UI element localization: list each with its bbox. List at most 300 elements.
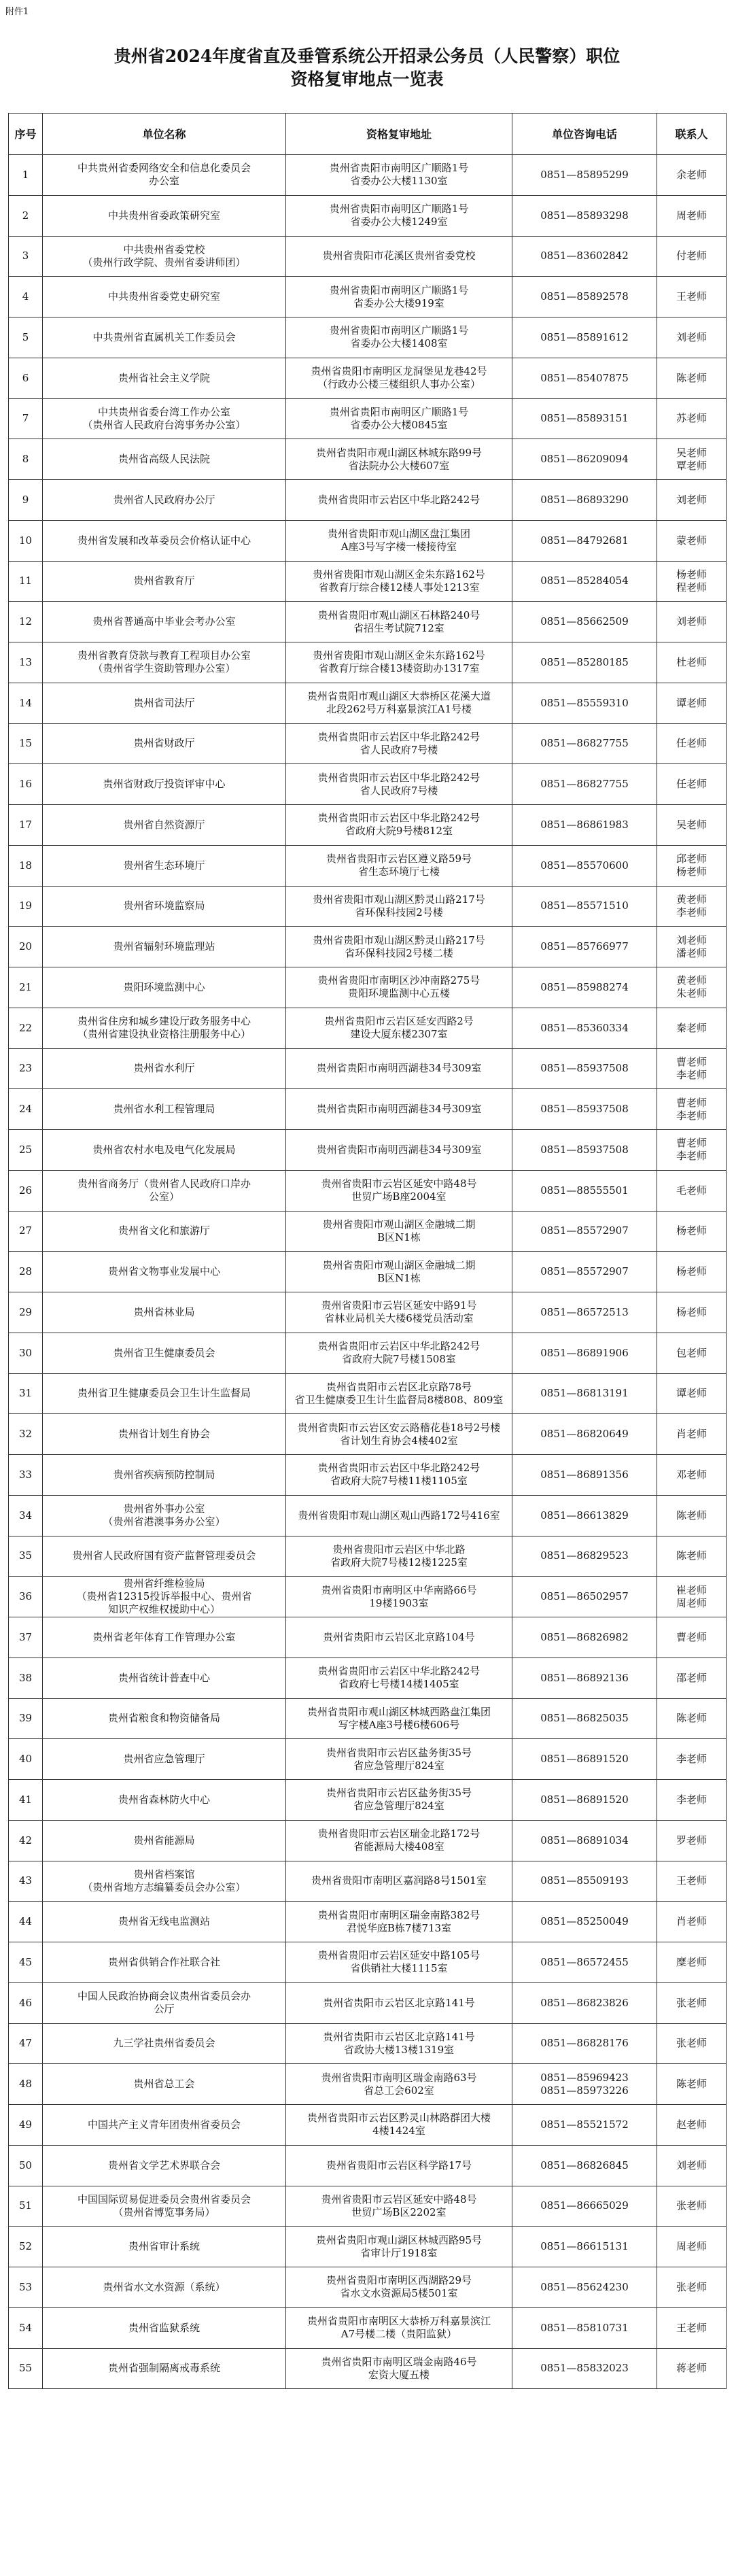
table-row <box>9 1577 727 1617</box>
cell-address: 贵州省贵阳市南明西湖巷34号309室 <box>286 1048 512 1089</box>
cell-contact: 王老师 <box>657 2307 727 2348</box>
cell-phone: 0851—85250049 <box>512 1902 657 1942</box>
cell-no: 24 <box>9 1089 43 1130</box>
cell-phone: 0851—86891034 <box>512 1820 657 1861</box>
cell-contact: 杨老师 <box>657 1211 727 1252</box>
cell-address: 贵州省贵阳市云岩区延安中路105号 省供销社大楼1115室 <box>286 1942 512 1983</box>
table-row <box>9 1739 727 1780</box>
cell-contact: 黄老师 朱老师 <box>657 967 727 1008</box>
cell-address: 贵州省贵阳市南明区广顺路1号 省委办公大楼919室 <box>286 277 512 317</box>
cell-no: 42 <box>9 1820 43 1861</box>
cell-address: 贵州省贵阳市观山湖区林城西路95号 省审计厅1918室 <box>286 2227 512 2267</box>
cell-unit-name: 贵州省生态环境厅 <box>43 845 286 886</box>
cell-address: 贵州省贵阳市观山湖区林城西路盘江集团 写字楼A座3号楼6楼606号 <box>286 1698 512 1739</box>
table-row <box>9 723 727 764</box>
table-row <box>9 2186 727 2227</box>
cell-contact: 李老师 <box>657 1739 727 1780</box>
cell-phone: 0851—85937508 <box>512 1130 657 1171</box>
cell-address: 贵州省贵阳市南明区广顺路1号 省委办公大楼1130室 <box>286 155 512 196</box>
cell-contact: 苏老师 <box>657 398 727 439</box>
cell-address: 贵州省贵阳市云岩区中华北路242号 省政府七号楼14楼1405室 <box>286 1658 512 1698</box>
cell-no: 6 <box>9 358 43 398</box>
cell-contact: 任老师 <box>657 723 727 764</box>
cell-contact: 蒙老师 <box>657 520 727 561</box>
cell-phone: 0851—86825035 <box>512 1698 657 1739</box>
cell-unit-name: 贵州省发展和改革委员会价格认证中心 <box>43 520 286 561</box>
cell-address: 贵州省贵阳市南明区广顺路1号 省委办公大楼0845室 <box>286 398 512 439</box>
cell-address: 贵州省贵阳市南明区广顺路1号 省委办公大楼1249室 <box>286 195 512 236</box>
table-row <box>9 398 727 439</box>
cell-address: 贵州省贵阳市观山湖区大恭桥区花溪大道 北段262号万科嘉景滨江A1号楼 <box>286 683 512 723</box>
cell-address: 贵州省贵阳市南明区龙洞堡见龙巷42号 （行政办公楼三楼组织人事办公室） <box>286 358 512 398</box>
cell-phone: 0851—85891612 <box>512 317 657 358</box>
cell-contact: 刘老师 <box>657 317 727 358</box>
cell-phone: 0851—85559310 <box>512 683 657 723</box>
cell-address: 贵州省贵阳市观山湖区金融城二期 B区N1栋 <box>286 1252 512 1292</box>
cell-contact: 刘老师 <box>657 2145 727 2186</box>
cell-address: 贵州省贵阳市云岩区中华北路242号 省政府大院7号楼11楼1105室 <box>286 1455 512 1496</box>
cell-unit-name: 贵州省应急管理厅 <box>43 1739 286 1780</box>
cell-no: 7 <box>9 398 43 439</box>
cell-contact: 杨老师 <box>657 1252 727 1292</box>
cell-address: 贵州省贵阳市花溪区贵州省委党校 <box>286 236 512 277</box>
cell-phone: 0851—86665029 <box>512 2186 657 2227</box>
cell-phone: 0851—85662509 <box>512 602 657 642</box>
cell-contact: 余老师 <box>657 155 727 196</box>
cell-unit-name: 贵州省农村水电及电气化发展局 <box>43 1130 286 1171</box>
table-row <box>9 1373 727 1414</box>
table-row <box>9 2348 727 2389</box>
cell-phone: 0851—85624230 <box>512 2267 657 2308</box>
cell-no: 11 <box>9 561 43 602</box>
cell-address: 贵州省贵阳市观山湖区石林路240号 省招生考试院712室 <box>286 602 512 642</box>
cell-contact: 陈老师 <box>657 1698 727 1739</box>
cell-contact: 陈老师 <box>657 2064 727 2105</box>
cell-unit-name: 贵州省商务厅（贵州省人民政府口岸办 公室） <box>43 1170 286 1211</box>
cell-no: 2 <box>9 195 43 236</box>
cell-unit-name: 贵州省文化和旅游厅 <box>43 1211 286 1252</box>
table-row <box>9 1211 727 1252</box>
cell-address: 贵州省贵阳市云岩区北京路104号 <box>286 1617 512 1658</box>
cell-phone: 0851—85895299 <box>512 155 657 196</box>
table-body <box>9 155 727 2389</box>
cell-phone: 0851—85969423 0851—85973226 <box>512 2064 657 2105</box>
table-row <box>9 480 727 521</box>
cell-unit-name: 贵州省教育贷款与教育工程项目办公室 （贵州省学生资助管理办公室） <box>43 642 286 683</box>
cell-unit-name: 中共贵州省直属机关工作委员会 <box>43 317 286 358</box>
cell-no: 9 <box>9 480 43 521</box>
table-row <box>9 1333 727 1373</box>
cell-address: 贵州省贵阳市云岩区北京路141号 省政协大楼13楼1319室 <box>286 2023 512 2064</box>
cell-unit-name: 贵州省审计系统 <box>43 2227 286 2267</box>
cell-address: 贵州省贵阳市云岩区延安中路48号 世贸广场B座2004室 <box>286 1170 512 1211</box>
table-row <box>9 520 727 561</box>
cell-phone: 0851—85810731 <box>512 2307 657 2348</box>
cell-address: 贵州省贵阳市云岩区安云路稽花巷18号2号楼 省计划生育协会4楼402室 <box>286 1414 512 1455</box>
table-header-row <box>9 114 727 155</box>
cell-no: 16 <box>9 764 43 805</box>
cell-contact: 秦老师 <box>657 1008 727 1048</box>
cell-phone: 0851—85570600 <box>512 845 657 886</box>
cell-no: 35 <box>9 1536 43 1577</box>
cell-contact: 罗老师 <box>657 1820 727 1861</box>
table-row <box>9 1698 727 1739</box>
cell-contact: 杨老师 <box>657 1292 727 1333</box>
cell-phone: 0851—86893290 <box>512 480 657 521</box>
cell-contact: 曹老师 <box>657 1617 727 1658</box>
cell-unit-name: 贵州省供销合作社联合社 <box>43 1942 286 1983</box>
cell-no: 5 <box>9 317 43 358</box>
cell-phone: 0851—86615131 <box>512 2227 657 2267</box>
cell-contact: 邱老师 杨老师 <box>657 845 727 886</box>
cell-phone: 0851—86892136 <box>512 1658 657 1698</box>
cell-address: 贵州省贵阳市云岩区延安中路48号 世贸广场B区2202室 <box>286 2186 512 2227</box>
cell-no: 12 <box>9 602 43 642</box>
cell-no: 38 <box>9 1658 43 1698</box>
cell-unit-name: 贵州省环境监察局 <box>43 886 286 927</box>
cell-phone: 0851—85937508 <box>512 1089 657 1130</box>
cell-address: 贵州省贵阳市南明区西湖路29号 省水文水资源局5楼501室 <box>286 2267 512 2308</box>
cell-phone: 0851—86891356 <box>512 1455 657 1496</box>
cell-address: 贵州省贵阳市云岩区科学路17号 <box>286 2145 512 2186</box>
cell-no: 29 <box>9 1292 43 1333</box>
cell-unit-name: 九三学社贵州省委员会 <box>43 2023 286 2064</box>
table-row <box>9 1495 727 1536</box>
cell-phone: 0851—86861983 <box>512 805 657 846</box>
cell-contact: 王老师 <box>657 1861 727 1902</box>
table-row <box>9 358 727 398</box>
cell-unit-name: 贵州省纤维检验局 （贵州省12315投诉举报中心、贵州省 知识产权维权援助中心） <box>43 1577 286 1617</box>
cell-no: 33 <box>9 1455 43 1496</box>
cell-address: 贵州省贵阳市观山湖区黔灵山路217号 省环保科技园2号楼二楼 <box>286 927 512 967</box>
table-row <box>9 1902 727 1942</box>
cell-unit-name: 贵州省外事办公室 （贵州省港澳事务办公室） <box>43 1495 286 1536</box>
cell-unit-name: 贵州省森林防火中心 <box>43 1780 286 1821</box>
cell-phone: 0851—86891520 <box>512 1780 657 1821</box>
cell-no: 1 <box>9 155 43 196</box>
cell-address: 贵州省贵阳市云岩区盐务街35号 省应急管理厅824室 <box>286 1780 512 1821</box>
header-no: 序号 <box>9 114 43 155</box>
cell-address: 贵州省贵阳市南明区广顺路1号 省委办公大楼1408室 <box>286 317 512 358</box>
table-row <box>9 1130 727 1171</box>
cell-unit-name: 贵州省高级人民法院 <box>43 439 286 480</box>
table-row <box>9 277 727 317</box>
cell-phone: 0851—83602842 <box>512 236 657 277</box>
cell-phone: 0851—85572907 <box>512 1211 657 1252</box>
cell-contact: 任老师 <box>657 764 727 805</box>
cell-unit-name: 贵阳环境监测中心 <box>43 967 286 1008</box>
cell-contact: 刘老师 <box>657 480 727 521</box>
cell-no: 23 <box>9 1048 43 1089</box>
cell-phone: 0851—88555501 <box>512 1170 657 1211</box>
cell-unit-name: 贵州省水利厅 <box>43 1048 286 1089</box>
cell-no: 37 <box>9 1617 43 1658</box>
cell-phone: 0851—85521572 <box>512 2105 657 2146</box>
cell-no: 50 <box>9 2145 43 2186</box>
table-row <box>9 1089 727 1130</box>
cell-no: 31 <box>9 1373 43 1414</box>
cell-contact: 黄老师 李老师 <box>657 886 727 927</box>
cell-contact: 刘老师 潘老师 <box>657 927 727 967</box>
cell-contact: 陈老师 <box>657 358 727 398</box>
table-row <box>9 2105 727 2146</box>
table-row <box>9 2307 727 2348</box>
cell-phone: 0851—86813191 <box>512 1373 657 1414</box>
cell-unit-name: 贵州省普通高中毕业会考办公室 <box>43 602 286 642</box>
cell-contact: 曹老师 李老师 <box>657 1130 727 1171</box>
cell-no: 19 <box>9 886 43 927</box>
cell-address: 贵州省贵阳市云岩区黔灵山林路群团大楼 4楼1424室 <box>286 2105 512 2146</box>
cell-contact: 张老师 <box>657 2186 727 2227</box>
cell-phone: 0851—86826845 <box>512 2145 657 2186</box>
cell-contact: 张老师 <box>657 2267 727 2308</box>
table-row <box>9 886 727 927</box>
cell-no: 28 <box>9 1252 43 1292</box>
cell-unit-name: 中共贵州省委党史研究室 <box>43 277 286 317</box>
cell-unit-name: 贵州省人民政府办公厅 <box>43 480 286 521</box>
cell-contact: 陈老师 <box>657 1495 727 1536</box>
cell-contact: 包老师 <box>657 1333 727 1373</box>
cell-no: 34 <box>9 1495 43 1536</box>
table-row <box>9 561 727 602</box>
header-address: 资格复审地址 <box>286 114 512 155</box>
cell-address: 贵州省贵阳市云岩区北京路141号 <box>286 1982 512 2023</box>
cell-address: 贵州省贵阳市云岩区延安西路2号 建设大厦东楼2307室 <box>286 1008 512 1048</box>
cell-address: 贵州省贵阳市南明区瑞金南路46号 宏资大厦五楼 <box>286 2348 512 2389</box>
table-row <box>9 195 727 236</box>
cell-contact: 吴老师 <box>657 805 727 846</box>
cell-contact: 吴老师 覃老师 <box>657 439 727 480</box>
cell-no: 39 <box>9 1698 43 1739</box>
cell-phone: 0851—86826982 <box>512 1617 657 1658</box>
cell-unit-name: 贵州省住房和城乡建设厅政务服务中心 （贵州省建设执业资格注册服务中心） <box>43 1008 286 1048</box>
cell-contact: 张老师 <box>657 2023 727 2064</box>
review-location-table <box>8 113 727 2389</box>
cell-no: 15 <box>9 723 43 764</box>
table-row <box>9 236 727 277</box>
cell-phone: 0851—86209094 <box>512 439 657 480</box>
cell-no: 41 <box>9 1780 43 1821</box>
cell-no: 48 <box>9 2064 43 2105</box>
cell-contact: 陈老师 <box>657 1536 727 1577</box>
cell-address: 贵州省贵阳市云岩区中华北路242号 省人民政府7号楼 <box>286 764 512 805</box>
cell-no: 17 <box>9 805 43 846</box>
cell-address: 贵州省贵阳市南明西湖巷34号309室 <box>286 1089 512 1130</box>
cell-contact: 肖老师 <box>657 1902 727 1942</box>
cell-unit-name: 贵州省司法厅 <box>43 683 286 723</box>
table-row <box>9 439 727 480</box>
cell-contact: 张老师 <box>657 1982 727 2023</box>
cell-address: 贵州省贵阳市云岩区中华北路242号 省政府大院9号楼812室 <box>286 805 512 846</box>
cell-phone: 0851—86823826 <box>512 1982 657 2023</box>
cell-phone: 0851—86502957 <box>512 1577 657 1617</box>
table-row <box>9 1658 727 1698</box>
document-title: 贵州省2024年度省直及垂管系统公开招录公务员（人民警察）职位 <box>113 46 621 66</box>
table-row <box>9 317 727 358</box>
document-subtitle: 资格复审地点一览表 <box>290 69 444 89</box>
cell-unit-name: 贵州省档案馆 （贵州省地方志编纂委员会办公室） <box>43 1861 286 1902</box>
cell-phone: 0851—85509193 <box>512 1861 657 1902</box>
table-row <box>9 764 727 805</box>
cell-unit-name: 贵州省人民政府国有资产监督管理委员会 <box>43 1536 286 1577</box>
cell-address: 贵州省贵阳市南明区中华南路66号 19楼1903室 <box>286 1577 512 1617</box>
cell-unit-name: 贵州省能源局 <box>43 1820 286 1861</box>
header-unit: 单位名称 <box>43 114 286 155</box>
cell-phone: 0851—86613829 <box>512 1495 657 1536</box>
cell-address: 贵州省贵阳市观山湖区金朱东路162号 省教育厅综合楼12楼人事处1213室 <box>286 561 512 602</box>
table-row <box>9 2267 727 2308</box>
table-row <box>9 1942 727 1983</box>
cell-phone: 0851—85937508 <box>512 1048 657 1089</box>
cell-no: 30 <box>9 1333 43 1373</box>
annex-label: 附件1 <box>5 7 29 17</box>
cell-address: 贵州省贵阳市南明区嘉润路8号1501室 <box>286 1861 512 1902</box>
cell-unit-name: 中国人民政治协商会议贵州省委员会办 公厅 <box>43 1982 286 2023</box>
table-row <box>9 642 727 683</box>
cell-contact: 蒋老师 <box>657 2348 727 2389</box>
cell-unit-name: 贵州省自然资源厅 <box>43 805 286 846</box>
cell-unit-name: 贵州省水文水资源（系统） <box>43 2267 286 2308</box>
cell-no: 36 <box>9 1577 43 1617</box>
cell-phone: 0851—85572907 <box>512 1252 657 1292</box>
cell-phone: 0851—86891906 <box>512 1333 657 1373</box>
cell-phone: 0851—86827755 <box>512 723 657 764</box>
cell-no: 20 <box>9 927 43 967</box>
cell-phone: 0851—86827755 <box>512 764 657 805</box>
cell-address: 贵州省贵阳市南明区大恭桥万科嘉景滨江 A7号楼二楼（贵阳监狱） <box>286 2307 512 2348</box>
cell-address: 贵州省贵阳市观山湖区盘江集团 A座3号写字楼一楼接待室 <box>286 520 512 561</box>
cell-address: 贵州省贵阳市观山湖区林城东路99号 省法院办公大楼607室 <box>286 439 512 480</box>
cell-unit-name: 贵州省卫生健康委员会卫生计生监督局 <box>43 1373 286 1414</box>
cell-address: 贵州省贵阳市云岩区瑞金北路172号 省能源局大楼408室 <box>286 1820 512 1861</box>
table-row <box>9 2227 727 2267</box>
table-row <box>9 1048 727 1089</box>
cell-phone: 0851—85893151 <box>512 398 657 439</box>
cell-unit-name: 中共贵州省委党校 （贵州行政学院、贵州省委讲师团） <box>43 236 286 277</box>
cell-unit-name: 中共贵州省委台湾工作办公室 （贵州省人民政府台湾事务办公室） <box>43 398 286 439</box>
table-row <box>9 967 727 1008</box>
cell-unit-name: 贵州省疾病预防控制局 <box>43 1455 286 1496</box>
cell-no: 52 <box>9 2227 43 2267</box>
cell-contact: 曹老师 李老师 <box>657 1048 727 1089</box>
cell-address: 贵州省贵阳市云岩区中华北路242号 省政府大院7号楼1508室 <box>286 1333 512 1373</box>
cell-unit-name: 贵州省强制隔离戒毒系统 <box>43 2348 286 2389</box>
cell-phone: 0851—86828176 <box>512 2023 657 2064</box>
table-row <box>9 1170 727 1211</box>
table-row <box>9 1820 727 1861</box>
cell-address: 贵州省贵阳市云岩区中华北路242号 <box>286 480 512 521</box>
cell-contact: 毛老师 <box>657 1170 727 1211</box>
cell-unit-name: 贵州省教育厅 <box>43 561 286 602</box>
cell-address: 贵州省贵阳市云岩区延安中路91号 省林业局机关大楼6楼党员活动室 <box>286 1292 512 1333</box>
cell-phone: 0851—85892578 <box>512 277 657 317</box>
cell-no: 32 <box>9 1414 43 1455</box>
table-row <box>9 1861 727 1902</box>
cell-phone: 0851—85360334 <box>512 1008 657 1048</box>
cell-contact: 谭老师 <box>657 683 727 723</box>
cell-no: 8 <box>9 439 43 480</box>
cell-phone: 0851—85766977 <box>512 927 657 967</box>
cell-unit-name: 贵州省财政厅 <box>43 723 286 764</box>
cell-contact: 周老师 <box>657 2227 727 2267</box>
cell-unit-name: 贵州省林业局 <box>43 1292 286 1333</box>
cell-address: 贵州省贵阳市观山湖区观山西路172号416室 <box>286 1495 512 1536</box>
cell-phone: 0851—86829523 <box>512 1536 657 1577</box>
cell-address: 贵州省贵阳市观山湖区金融城二期 B区N1栋 <box>286 1211 512 1252</box>
cell-phone: 0851—85284054 <box>512 561 657 602</box>
table-row <box>9 1536 727 1577</box>
cell-unit-name: 贵州省社会主义学院 <box>43 358 286 398</box>
cell-no: 45 <box>9 1942 43 1983</box>
cell-no: 4 <box>9 277 43 317</box>
cell-contact: 邵老师 <box>657 1658 727 1698</box>
cell-unit-name: 中共贵州省委网络安全和信息化委员会 办公室 <box>43 155 286 196</box>
cell-no: 18 <box>9 845 43 886</box>
cell-address: 贵州省贵阳市南明区瑞金南路63号 省总工会602室 <box>286 2064 512 2105</box>
cell-contact: 崔老师 周老师 <box>657 1577 727 1617</box>
table-row <box>9 683 727 723</box>
cell-unit-name: 贵州省文物事业发展中心 <box>43 1252 286 1292</box>
cell-no: 21 <box>9 967 43 1008</box>
cell-contact: 杨老师 程老师 <box>657 561 727 602</box>
cell-unit-name: 贵州省总工会 <box>43 2064 286 2105</box>
cell-no: 3 <box>9 236 43 277</box>
table-row <box>9 805 727 846</box>
cell-contact: 糜老师 <box>657 1942 727 1983</box>
cell-no: 14 <box>9 683 43 723</box>
cell-contact: 王老师 <box>657 277 727 317</box>
cell-contact: 杜老师 <box>657 642 727 683</box>
cell-address: 贵州省贵阳市云岩区盐务街35号 省应急管理厅824室 <box>286 1739 512 1780</box>
cell-unit-name: 中共贵州省委政策研究室 <box>43 195 286 236</box>
cell-contact: 谭老师 <box>657 1373 727 1414</box>
table-row <box>9 2064 727 2105</box>
cell-unit-name: 贵州省卫生健康委员会 <box>43 1333 286 1373</box>
cell-contact: 赵老师 <box>657 2105 727 2146</box>
cell-address: 贵州省贵阳市观山湖区黔灵山路217号 省环保科技园2号楼 <box>286 886 512 927</box>
header-contact: 联系人 <box>657 114 727 155</box>
table-row <box>9 1252 727 1292</box>
cell-contact: 肖老师 <box>657 1414 727 1455</box>
table-row <box>9 927 727 967</box>
cell-no: 10 <box>9 520 43 561</box>
cell-unit-name: 贵州省老年体育工作管理办公室 <box>43 1617 286 1658</box>
header-phone: 单位咨询电话 <box>512 114 657 155</box>
table-row <box>9 1008 727 1048</box>
table-row <box>9 602 727 642</box>
cell-phone: 0851—85280185 <box>512 642 657 683</box>
cell-no: 22 <box>9 1008 43 1048</box>
table-row <box>9 1780 727 1821</box>
cell-unit-name: 贵州省财政厅投资评审中心 <box>43 764 286 805</box>
cell-unit-name: 贵州省辐射环境监理站 <box>43 927 286 967</box>
table-row <box>9 2023 727 2064</box>
cell-phone: 0851—86891520 <box>512 1739 657 1780</box>
cell-contact: 周老师 <box>657 195 727 236</box>
cell-phone: 0851—86572513 <box>512 1292 657 1333</box>
cell-unit-name: 贵州省粮食和物资储备局 <box>43 1698 286 1739</box>
cell-unit-name: 中国国际贸易促进委员会贵州省委员会 （贵州省博览事务局） <box>43 2186 286 2227</box>
cell-address: 贵州省贵阳市南明区沙冲南路275号 贵阳环境监测中心五楼 <box>286 967 512 1008</box>
cell-phone: 0851—84792681 <box>512 520 657 561</box>
table-row <box>9 2145 727 2186</box>
table-row <box>9 1292 727 1333</box>
table-row <box>9 155 727 196</box>
cell-address: 贵州省贵阳市云岩区北京路78号 省卫生健康委卫生计生监督局8楼808、809室 <box>286 1373 512 1414</box>
cell-contact: 李老师 <box>657 1780 727 1821</box>
cell-address: 贵州省贵阳市云岩区中华北路 省政府大院7号楼12楼1225室 <box>286 1536 512 1577</box>
cell-address: 贵州省贵阳市云岩区中华北路242号 省人民政府7号楼 <box>286 723 512 764</box>
